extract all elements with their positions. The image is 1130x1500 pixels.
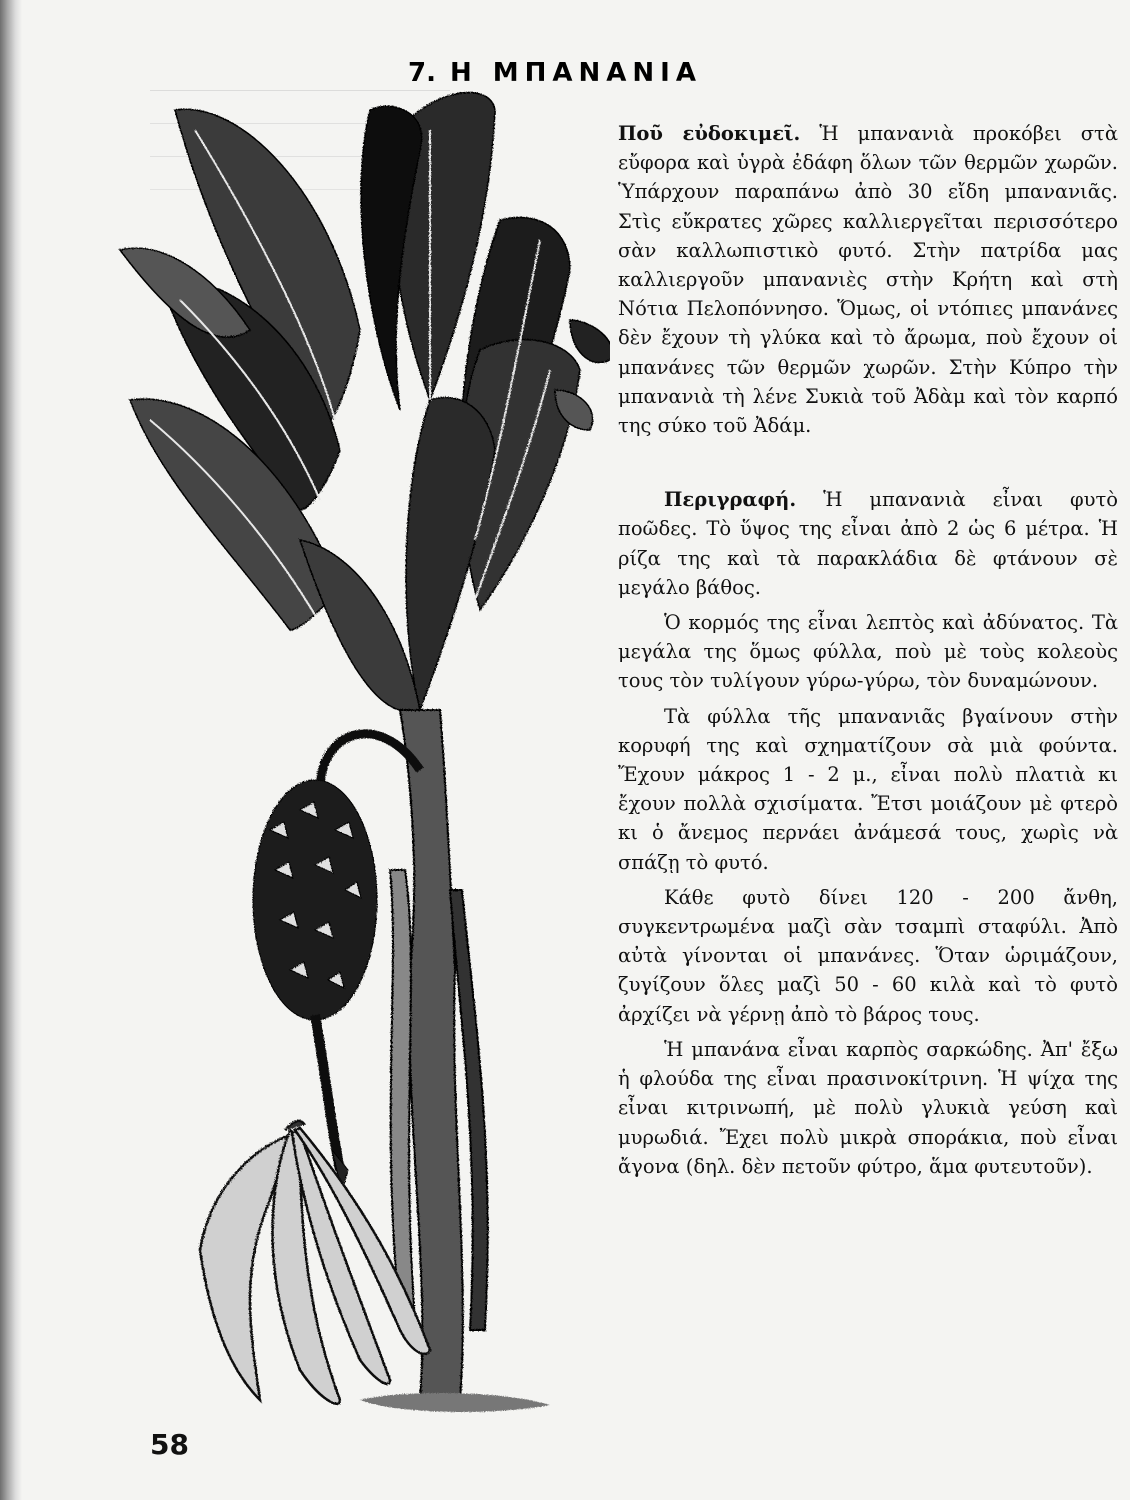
text-column xyxy=(618,119,1118,1181)
chapter-title-text: Η ΜΠΑΝΑΝΙΑ xyxy=(449,58,702,88)
section-text-where: Ἡ μπανανιὰ προκόβει στὰ εὔφορα καὶ ὑγρὰ ἐδάφη ὅλων τῶν θερμῶν χωρῶν. Ὑπάρχουν παραπάνω ἀπὸ 30 εἴδη μπανανιᾶς. Στὶς εὔκρατες χῶρες καλλιεργεῖται περισσότερο σὰν καλλωπιστικὸ φυτό. Στὴν πατρίδα μας καλλιεργοῦν μπανανιὲς στὴν Κρήτη καὶ στὴ Νότια Πελοπόννησο. Ὅμως, οἱ ντόπιες μπανάνες δὲν ἔχουν τὴ γλύκα καὶ τὸ ἄρωμα, ποὺ ἔχουν οἱ μπανάνες τῶν θερμῶν χωρῶν. Στὴν Κύπρο τὴν μπανανιὰ τὴ λένε Συκιὰ τοῦ Ἀδὰμ καὶ τὸν καρπό της σύκο τοῦ Ἀδάμ. xyxy=(618,122,1119,438)
section-heading-where: Ποῦ εὐδοκιμεῖ. xyxy=(618,122,801,145)
paragraph-description-3: Τὰ φύλλα τῆς μπανανιᾶς βγαίνουν στὴν κορυφή της καὶ σχηματίζουν σὰ μιὰ φούντα. Ἔχουν μάκρος 1 - 2 μ., εἶναι πολὺ πλατιὰ κι ἔχουν πολλὰ σχισίματα. Ἔτσι μοιάζουν μὲ φτερὸ κι ὁ ἄνεμος περνάει ἀνάμεσά τους, χωρὶς νὰ σπάζῃ τὸ φυτό. xyxy=(618,704,1118,874)
chapter-number: 7. xyxy=(408,58,436,88)
paragraph-description-2: Ὁ κορμός της εἶναι λεπτὸς καὶ ἀδύνατος. Τὰ μεγάλα της ὅμως φύλλα, ποὺ μὲ τοὺς κολεοὺς τους τὸν τυλίγουν γύρω-γύρω, τὸν δυναμώνουν. xyxy=(618,611,1118,693)
page-edge-shadow xyxy=(0,0,22,1500)
paragraph-description-4: Κάθε φυτὸ δίνει 120 - 200 ἄνθη, συγκεντρωμένα μαζὶ σὰν τσαμπὶ σταφύλι. Ἀπὸ αὐτὰ γίνονται οἱ μπανάνες. Ὅταν ὡριμάζουν, ζυγίζουν ὅλες μαζὶ 50 - 60 κιλὰ καὶ τὸ φυτὸ ἀρχίζει νὰ γέρνῃ ἀπὸ τὸ βάρος τους. xyxy=(618,885,1118,1026)
ground-shadow xyxy=(360,1393,550,1412)
leaf-shapes xyxy=(120,93,610,712)
paragraph-where-it-thrives xyxy=(618,119,1118,440)
paragraph-description-5: Ἡ μπανάνα εἶναι καρπὸς σαρκώδης. Ἀπ' ἔξω ἡ φλούδα της εἶναι πρασινοκίτρινη. Ἡ ψίχα της εἶναι κιτρινωπή, μὲ πολὺ γλυκιὰ γεύση καὶ μυρωδιά. Ἔχει πολὺ μικρὰ σποράκια, ποὺ εἶναι ἄγονα (δηλ. δὲν πετοῦν φύτρο, ἅμα φυτευτοῦν). xyxy=(618,1037,1118,1178)
section-heading-description: Περιγραφή. xyxy=(664,488,797,512)
banana-plant-illustration xyxy=(100,70,610,1430)
section-text-description-1: Ἡ μπανανιὰ εἶναι φυτὸ ποῶδες. Τὸ ὕψος της εἶναι ἀπὸ 2 ὡς 6 μέτρα. Ἡ ρίζα της καὶ τὰ παρακλάδια δὲ φτάνουν σὲ μεγάλο βάθος. xyxy=(618,488,1119,599)
page-number: 58 xyxy=(150,1428,189,1461)
banana-bunch xyxy=(253,780,377,1192)
paragraph-description-1 xyxy=(618,485,1118,602)
